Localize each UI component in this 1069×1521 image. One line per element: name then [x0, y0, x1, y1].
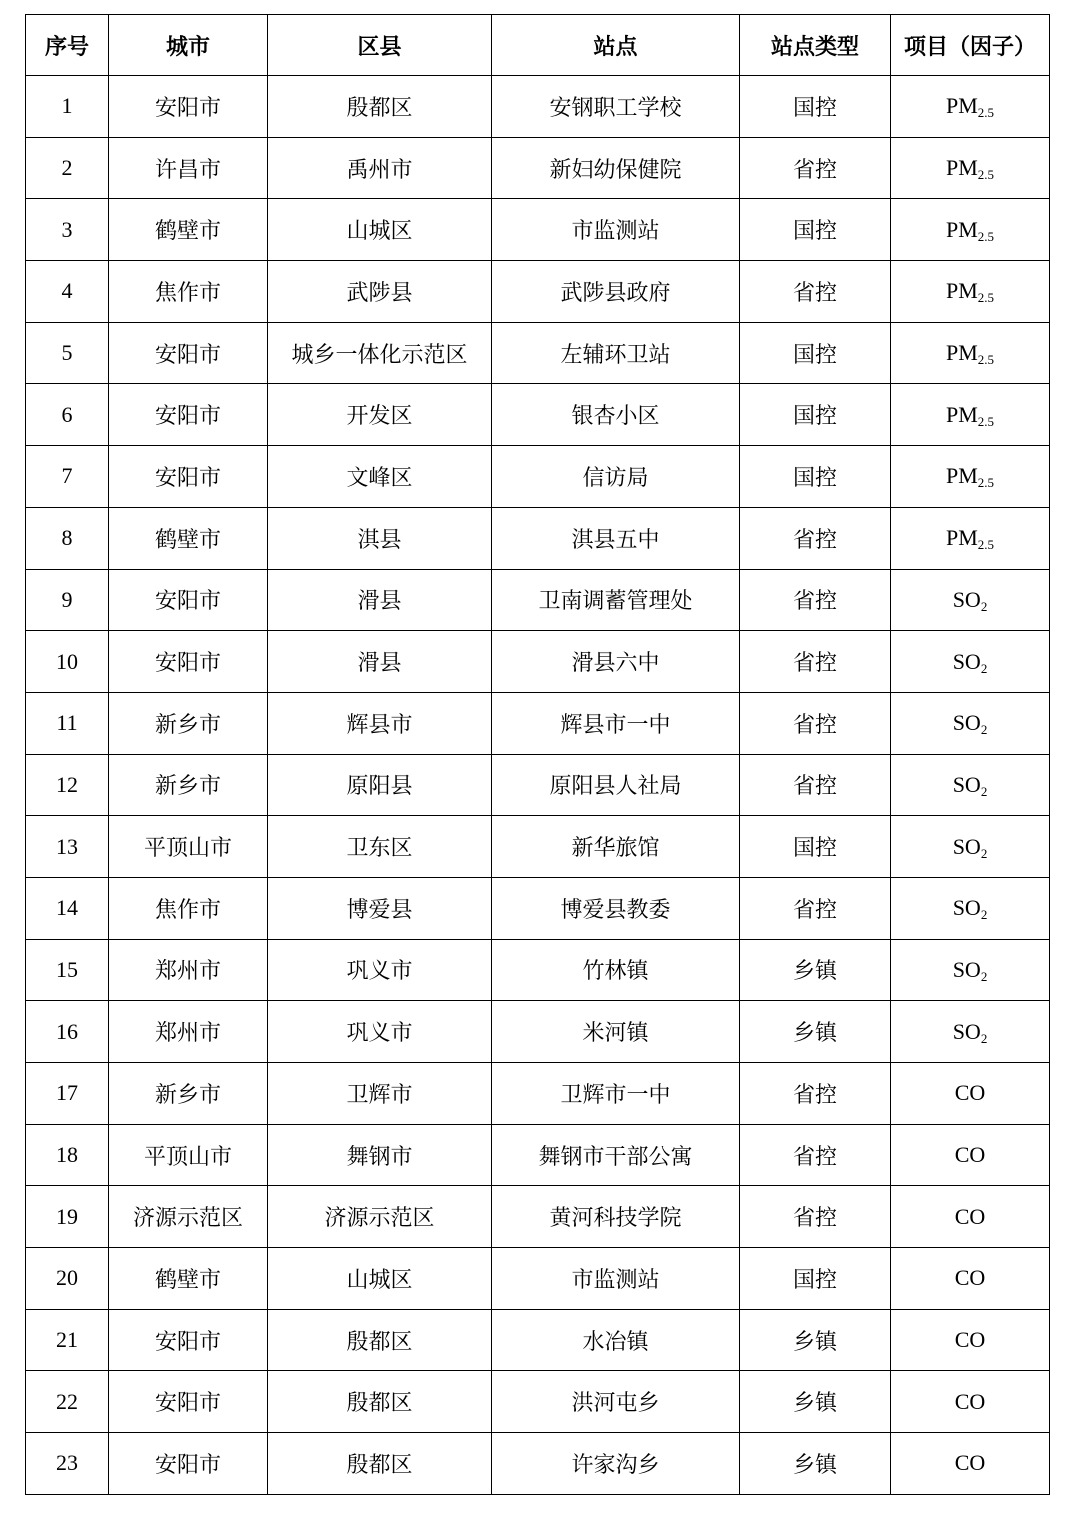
pollutant-base: PM [945, 463, 978, 489]
cell-index: 4 [26, 261, 109, 323]
cell-city: 鹤壁市 [109, 199, 268, 261]
pollutant-base: CO [954, 1142, 986, 1168]
pollutant-subscript: 2 [980, 1030, 988, 1046]
table-row [26, 1124, 1050, 1186]
pollutant-base: PM [945, 401, 978, 427]
pollutant-base: CO [954, 1265, 986, 1291]
cell-county: 开发区 [268, 384, 492, 446]
cell-index: 11 [26, 692, 109, 754]
cell-site-type: 省控 [740, 1063, 891, 1125]
pollutant-base: SO [952, 1018, 981, 1044]
cell-index: 16 [26, 1001, 109, 1063]
cell-item [891, 631, 1050, 693]
cell-site-type: 省控 [740, 1186, 891, 1248]
cell-item [891, 322, 1050, 384]
pollutant-base: SO [952, 586, 981, 612]
cell-site-type: 省控 [740, 261, 891, 323]
pollutant-subscript: 2.5 [977, 352, 995, 368]
cell-county: 殷都区 [268, 1371, 492, 1433]
pollutant-subscript: 2 [980, 722, 988, 738]
cell-city: 安阳市 [109, 446, 268, 508]
pollutant-subscript: 2 [980, 660, 988, 676]
cell-site-type: 省控 [740, 692, 891, 754]
cell-county: 山城区 [268, 1248, 492, 1310]
table-row [26, 261, 1050, 323]
cell-site-type: 国控 [740, 76, 891, 138]
header-county: 区县 [268, 15, 492, 76]
pollutant-subscript: 2 [980, 783, 988, 799]
cell-item [891, 384, 1050, 446]
header-city: 城市 [109, 15, 268, 76]
table-row [26, 816, 1050, 878]
cell-item [891, 261, 1050, 323]
table-header-row [26, 15, 1050, 76]
cell-city: 济源示范区 [109, 1186, 268, 1248]
header-site: 站点 [492, 15, 740, 76]
table-row [26, 322, 1050, 384]
table-row [26, 631, 1050, 693]
cell-index: 14 [26, 877, 109, 939]
cell-county: 城乡一体化示范区 [268, 322, 492, 384]
cell-index: 20 [26, 1248, 109, 1310]
cell-index: 7 [26, 446, 109, 508]
cell-item [891, 199, 1050, 261]
cell-site-type: 省控 [740, 754, 891, 816]
cell-site: 卫南调蓄管理处 [492, 569, 740, 631]
pollutant-base: PM [945, 155, 978, 181]
table-row [26, 1433, 1050, 1495]
cell-site: 新妇幼保健院 [492, 137, 740, 199]
cell-index: 1 [26, 76, 109, 138]
cell-item [891, 1248, 1050, 1310]
cell-index: 17 [26, 1063, 109, 1125]
cell-index: 12 [26, 754, 109, 816]
cell-site-type: 省控 [740, 631, 891, 693]
table-row [26, 1248, 1050, 1310]
cell-city: 安阳市 [109, 322, 268, 384]
cell-item [891, 1001, 1050, 1063]
cell-item [891, 569, 1050, 631]
cell-county: 文峰区 [268, 446, 492, 508]
cell-city: 安阳市 [109, 1371, 268, 1433]
cell-county: 巩义市 [268, 939, 492, 1001]
pollutant-subscript: 2.5 [977, 413, 995, 429]
pollutant-subscript: 2 [980, 598, 988, 614]
cell-county: 卫辉市 [268, 1063, 492, 1125]
table-row [26, 1186, 1050, 1248]
cell-city: 焦作市 [109, 877, 268, 939]
cell-county: 原阳县 [268, 754, 492, 816]
cell-county: 淇县 [268, 507, 492, 569]
cell-site: 银杏小区 [492, 384, 740, 446]
cell-county: 武陟县 [268, 261, 492, 323]
cell-site: 滑县六中 [492, 631, 740, 693]
cell-site: 竹林镇 [492, 939, 740, 1001]
cell-county: 禹州市 [268, 137, 492, 199]
cell-city: 平顶山市 [109, 816, 268, 878]
cell-site-type: 乡镇 [740, 1371, 891, 1433]
cell-county: 舞钢市 [268, 1124, 492, 1186]
table-row [26, 137, 1050, 199]
pollutant-base: SO [952, 895, 981, 921]
cell-item [891, 754, 1050, 816]
cell-site-type: 省控 [740, 569, 891, 631]
header-index: 序号 [26, 15, 109, 76]
cell-site: 信访局 [492, 446, 740, 508]
cell-index: 22 [26, 1371, 109, 1433]
cell-city: 安阳市 [109, 384, 268, 446]
pollutant-base: SO [952, 771, 981, 797]
cell-county: 殷都区 [268, 76, 492, 138]
cell-index: 21 [26, 1309, 109, 1371]
cell-site: 水冶镇 [492, 1309, 740, 1371]
cell-site-type: 乡镇 [740, 1309, 891, 1371]
pollutant-base: CO [954, 1203, 986, 1229]
table-row [26, 877, 1050, 939]
cell-site: 舞钢市干部公寓 [492, 1124, 740, 1186]
cell-item [891, 76, 1050, 138]
cell-city: 许昌市 [109, 137, 268, 199]
cell-index: 2 [26, 137, 109, 199]
cell-county: 滑县 [268, 631, 492, 693]
pollutant-base: PM [945, 278, 978, 304]
pollutant-base: CO [954, 1080, 986, 1106]
cell-county: 滑县 [268, 569, 492, 631]
header-site-type: 站点类型 [740, 15, 891, 76]
cell-item [891, 507, 1050, 569]
cell-index: 19 [26, 1186, 109, 1248]
cell-index: 3 [26, 199, 109, 261]
cell-county: 辉县市 [268, 692, 492, 754]
cell-site: 淇县五中 [492, 507, 740, 569]
table-row [26, 384, 1050, 446]
cell-county: 殷都区 [268, 1309, 492, 1371]
cell-site-type: 国控 [740, 322, 891, 384]
pollutant-base: PM [945, 93, 978, 119]
pollutant-subscript: 2 [980, 845, 988, 861]
cell-site-type: 国控 [740, 199, 891, 261]
pollutant-base: SO [952, 710, 981, 736]
cell-site: 米河镇 [492, 1001, 740, 1063]
cell-item [891, 1186, 1050, 1248]
cell-site-type: 省控 [740, 137, 891, 199]
cell-item [891, 1063, 1050, 1125]
table-row [26, 507, 1050, 569]
cell-county: 巩义市 [268, 1001, 492, 1063]
cell-site: 武陟县政府 [492, 261, 740, 323]
cell-site: 黄河科技学院 [492, 1186, 740, 1248]
cell-item [891, 446, 1050, 508]
cell-city: 新乡市 [109, 754, 268, 816]
pollutant-subscript: 2.5 [977, 105, 995, 121]
cell-city: 新乡市 [109, 1063, 268, 1125]
cell-index: 23 [26, 1433, 109, 1495]
cell-site: 洪河屯乡 [492, 1371, 740, 1433]
cell-city: 鹤壁市 [109, 1248, 268, 1310]
cell-item [891, 692, 1050, 754]
table-row [26, 76, 1050, 138]
cell-site-type: 省控 [740, 877, 891, 939]
cell-site: 安钢职工学校 [492, 76, 740, 138]
cell-item [891, 1371, 1050, 1433]
pollutant-base: PM [945, 525, 978, 551]
pollutant-base: SO [952, 648, 981, 674]
table-row [26, 1371, 1050, 1433]
cell-item [891, 816, 1050, 878]
cell-site-type: 乡镇 [740, 939, 891, 1001]
table-row [26, 446, 1050, 508]
header-item: 项目（因子） [891, 15, 1050, 76]
table-row [26, 754, 1050, 816]
pollutant-base: SO [952, 833, 981, 859]
cell-city: 安阳市 [109, 1433, 268, 1495]
pollutant-base: PM [945, 340, 978, 366]
pollutant-subscript: 2 [980, 968, 988, 984]
table-row [26, 1309, 1050, 1371]
cell-item [891, 1309, 1050, 1371]
cell-site: 卫辉市一中 [492, 1063, 740, 1125]
cell-site-type: 国控 [740, 816, 891, 878]
cell-site: 市监测站 [492, 199, 740, 261]
cell-city: 安阳市 [109, 1309, 268, 1371]
cell-index: 10 [26, 631, 109, 693]
cell-item [891, 877, 1050, 939]
pollutant-subscript: 2.5 [977, 228, 995, 244]
cell-county: 济源示范区 [268, 1186, 492, 1248]
pollutant-base: CO [954, 1327, 986, 1353]
cell-site-type: 乡镇 [740, 1001, 891, 1063]
cell-index: 18 [26, 1124, 109, 1186]
table-body [26, 76, 1050, 1495]
cell-county: 山城区 [268, 199, 492, 261]
pollutant-base: CO [954, 1388, 986, 1414]
cell-item [891, 137, 1050, 199]
table-row [26, 199, 1050, 261]
pollutant-subscript: 2.5 [977, 167, 995, 183]
cell-county: 殷都区 [268, 1433, 492, 1495]
cell-county: 博爱县 [268, 877, 492, 939]
cell-site: 许家沟乡 [492, 1433, 740, 1495]
cell-index: 9 [26, 569, 109, 631]
pollutant-base: SO [952, 956, 981, 982]
cell-site: 原阳县人社局 [492, 754, 740, 816]
cell-site-type: 国控 [740, 384, 891, 446]
cell-index: 5 [26, 322, 109, 384]
table-row [26, 569, 1050, 631]
cell-city: 安阳市 [109, 631, 268, 693]
pollutant-base: CO [954, 1450, 986, 1476]
cell-city: 焦作市 [109, 261, 268, 323]
cell-item [891, 939, 1050, 1001]
table-row [26, 939, 1050, 1001]
cell-site: 新华旅馆 [492, 816, 740, 878]
cell-site: 辉县市一中 [492, 692, 740, 754]
cell-county: 卫东区 [268, 816, 492, 878]
cell-index: 13 [26, 816, 109, 878]
table-row [26, 1063, 1050, 1125]
station-table [25, 14, 1050, 1495]
cell-site: 左辅环卫站 [492, 322, 740, 384]
cell-item [891, 1433, 1050, 1495]
station-table-container [25, 14, 1049, 1495]
cell-site-type: 省控 [740, 507, 891, 569]
cell-item [891, 1124, 1050, 1186]
pollutant-subscript: 2.5 [977, 475, 995, 491]
pollutant-subscript: 2 [980, 907, 988, 923]
cell-city: 平顶山市 [109, 1124, 268, 1186]
cell-index: 8 [26, 507, 109, 569]
cell-city: 安阳市 [109, 569, 268, 631]
cell-city: 安阳市 [109, 76, 268, 138]
cell-city: 郑州市 [109, 939, 268, 1001]
cell-city: 鹤壁市 [109, 507, 268, 569]
cell-site-type: 乡镇 [740, 1433, 891, 1495]
cell-site-type: 国控 [740, 446, 891, 508]
cell-city: 新乡市 [109, 692, 268, 754]
cell-index: 15 [26, 939, 109, 1001]
cell-city: 郑州市 [109, 1001, 268, 1063]
cell-site-type: 省控 [740, 1124, 891, 1186]
cell-site: 市监测站 [492, 1248, 740, 1310]
cell-site: 博爱县教委 [492, 877, 740, 939]
cell-site-type: 国控 [740, 1248, 891, 1310]
pollutant-subscript: 2.5 [977, 537, 995, 553]
cell-index: 6 [26, 384, 109, 446]
table-row [26, 1001, 1050, 1063]
pollutant-subscript: 2.5 [977, 290, 995, 306]
table-row [26, 692, 1050, 754]
pollutant-base: PM [945, 216, 978, 242]
